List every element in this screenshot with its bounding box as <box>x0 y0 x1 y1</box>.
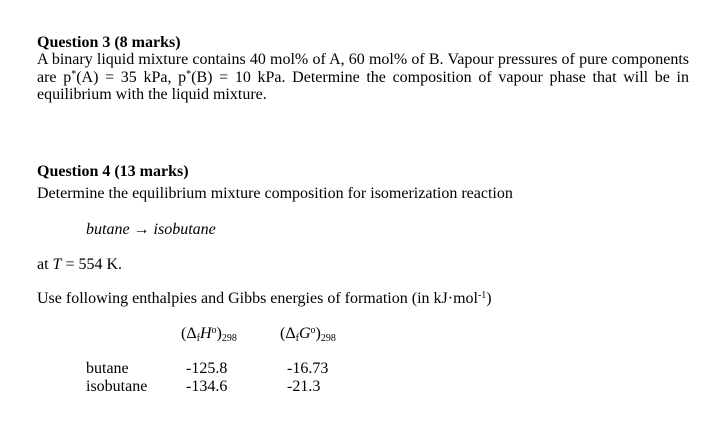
header-enthalpy-sup: o <box>211 325 217 336</box>
header-enthalpy-sub-f: f <box>196 333 200 344</box>
header-gibbs <box>280 325 336 343</box>
question-4-heading: Question 4 (13 marks) <box>37 163 189 180</box>
data-instruction-sup: -1 <box>477 290 487 301</box>
temperature-value: = 554 K. <box>61 256 123 273</box>
temperature-prefix: at <box>37 256 53 273</box>
reaction-equation: butane → isobutane <box>86 221 216 238</box>
header-gibbs-open: (Δ <box>280 325 296 342</box>
temperature-line <box>37 256 122 274</box>
header-enthalpy-open: (Δ <box>181 325 197 342</box>
header-enthalpy <box>181 325 237 343</box>
row-2-enthalpy: -134.6 <box>186 378 228 395</box>
q3-text-part3: (B) = 10 kPa. Determine the composition of vapour phase that will be in equilibrium with the liquid mixture. <box>37 68 689 103</box>
q3-text-sup2: * <box>186 68 192 80</box>
header-gibbs-sup: o <box>310 325 316 336</box>
row-2-name: isobutane <box>86 378 148 395</box>
data-instruction-text: Use following enthalpies and Gibbs energies of formation (in kJ·mol <box>37 290 478 307</box>
header-gibbs-close: ) <box>315 325 321 342</box>
q3-text-part1: A binary liquid mixture contains 40 mol% of A, 60 mol% of B. Vapour pressures of pure components are p <box>37 51 689 86</box>
q3-text-part2: (A) = 35 kPa, p <box>76 68 187 86</box>
row-1-gibbs: -16.73 <box>287 360 329 377</box>
question-4-intro: Determine the equilibrium mixture composition for isomerization reaction <box>37 185 513 202</box>
row-1-enthalpy: -125.8 <box>186 360 228 377</box>
question-3-heading: Question 3 (8 marks) <box>37 34 181 51</box>
header-enthalpy-sub-t: 298 <box>221 333 237 344</box>
header-enthalpy-close: ) <box>216 325 222 342</box>
row-2-gibbs: -21.3 <box>287 378 321 395</box>
data-instruction <box>37 290 492 308</box>
header-gibbs-sub-f: f <box>295 333 299 344</box>
header-gibbs-sub-t: 298 <box>320 333 336 344</box>
header-enthalpy-var: H <box>199 325 212 342</box>
q3-text-sup1: * <box>71 68 77 80</box>
row-1-name: butane <box>86 360 129 377</box>
question-3-text <box>37 51 689 104</box>
header-gibbs-var: G <box>298 325 311 342</box>
data-instruction-close: ) <box>486 290 492 307</box>
temperature-variable: T <box>52 256 62 273</box>
